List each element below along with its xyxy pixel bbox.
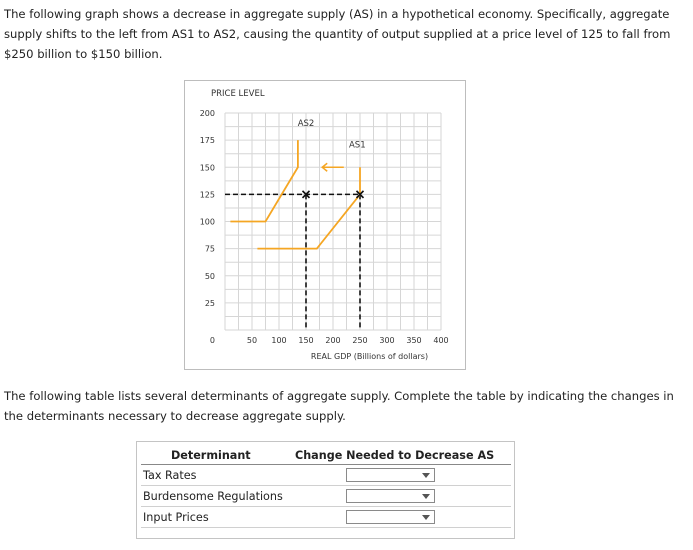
y-tick-label: 125 xyxy=(199,190,215,200)
input-prices-label: Input Prices xyxy=(143,511,209,524)
y-tick-label: 25 xyxy=(204,298,215,308)
x-axis-title: REAL GDP (Billions of dollars) xyxy=(310,352,429,361)
y-tick-label: 200 xyxy=(199,109,215,118)
x-tick-label: 250 xyxy=(352,336,368,345)
table-row xyxy=(141,508,511,528)
determinants-table xyxy=(136,441,515,539)
row-divider xyxy=(141,527,511,528)
curve-label-as2: AS2 xyxy=(297,119,315,130)
y-tick-label: 150 xyxy=(199,163,215,173)
chevron-down-icon xyxy=(422,515,430,520)
x-tick-label: 100 xyxy=(271,336,287,345)
y-tick-label: 0 xyxy=(209,336,215,345)
header-divider xyxy=(141,464,511,465)
as-chart xyxy=(184,80,466,370)
determinant-header: Determinant xyxy=(171,449,251,462)
y-tick-label: 75 xyxy=(204,244,215,254)
table-row xyxy=(141,466,511,486)
x-tick-label: 350 xyxy=(406,336,422,345)
burdensome-regulations-dropdown[interactable] xyxy=(346,489,435,503)
tax-rates-dropdown[interactable] xyxy=(346,468,435,482)
burdensome-regulations-label: Burdensome Regulations xyxy=(143,490,283,503)
intro-paragraph: The following graph shows a decrease in aggregate supply (AS) in a hypothetical economy. Specifically, aggregate supply shifts to the left from AS1 to AS2, causing the quantity of output supplied at a price level of 125 to fall from $250 billion to $150 billion. xyxy=(4,7,671,61)
chart-svg xyxy=(185,81,467,371)
y-tick-label: 175 xyxy=(199,136,215,146)
y-tick-label: 50 xyxy=(204,271,215,281)
row-divider xyxy=(141,485,511,486)
curve-label-as1: AS1 xyxy=(348,140,366,151)
chevron-down-icon xyxy=(422,473,430,478)
table-row xyxy=(141,487,511,507)
table-intro-paragraph: The following table lists several determinants of aggregate supply. Complete the table by indicating the changes in the determinants necessary to decrease aggregate supply. xyxy=(4,389,674,423)
x-tick-label: 300 xyxy=(379,336,395,345)
x-tick-label: 150 xyxy=(298,336,314,345)
x-tick-label: 200 xyxy=(325,336,341,345)
x-tick-label: 400 xyxy=(433,336,449,345)
input-prices-dropdown[interactable] xyxy=(346,510,435,524)
chevron-down-icon xyxy=(422,494,430,499)
tax-rates-label: Tax Rates xyxy=(143,469,197,482)
change-header: Change Needed to Decrease AS xyxy=(295,449,495,462)
x-tick-label: 50 xyxy=(246,336,258,345)
row-divider xyxy=(141,506,511,507)
y-axis-title: PRICE LEVEL xyxy=(211,89,265,99)
y-tick-label: 100 xyxy=(199,217,215,227)
